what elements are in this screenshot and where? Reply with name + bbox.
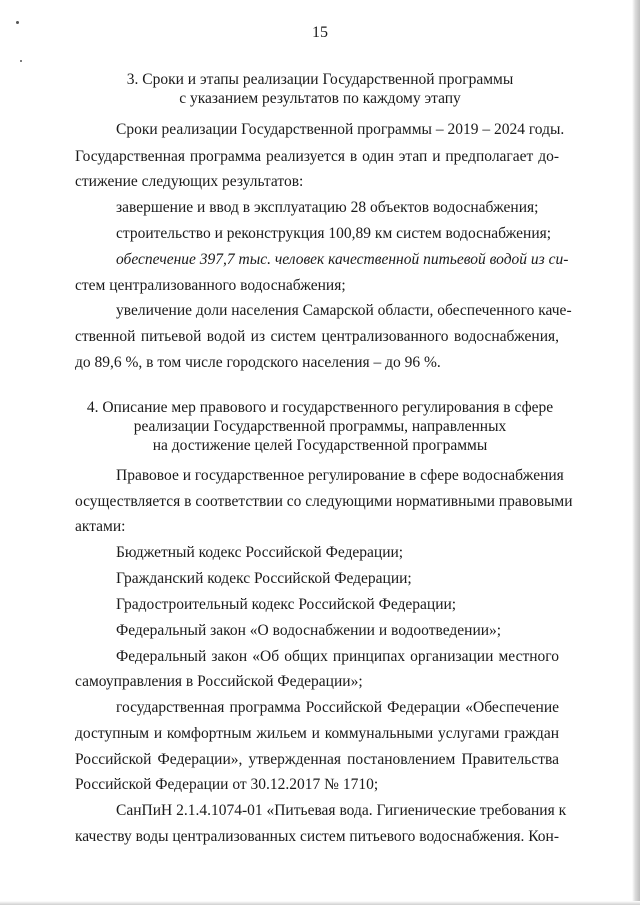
- section-4-heading-line-2: реализации Государственной программы, направленных: [133, 418, 507, 435]
- section-3-heading-line-1: 3. Сроки и этапы реализации Государственной программы: [126, 71, 514, 88]
- result-item-continuation: до 89,6 %, в том числе городского населения – до 96 %.: [75, 354, 441, 371]
- page-number: 15: [312, 24, 328, 41]
- result-item-continuation: ственной питьевой водой из систем централизованного водоснабжения,: [75, 328, 559, 345]
- legal-act-item: Бюджетный кодекс Российской Федерации;: [116, 544, 404, 561]
- paragraph-line: Сроки реализации Государственной программы – 2019 – 2024 годы.: [116, 121, 565, 138]
- legal-act-item-continuation: самоуправления в Российской Федерации»;: [75, 673, 363, 690]
- legal-act-item: Федеральный закон «Об общих принципах организации местного: [116, 648, 559, 665]
- paragraph-line: осуществляется в соответствии со следующими нормативными правовыми: [75, 493, 573, 510]
- paragraph-line: Государственная программа реализуется в один этап и предполагает до-: [75, 148, 559, 165]
- paragraph-line: актами:: [75, 518, 126, 535]
- legal-act-item: государственная программа Российской Федерации «Обеспечение: [116, 699, 559, 716]
- legal-act-item: Градостроительный кодекс Российской Федерации;: [116, 596, 457, 613]
- result-item: обеспечение 397,7 тыс. человек качественной питьевой водой из си-: [116, 251, 569, 268]
- legal-act-item: Федеральный закон «О водоснабжении и водоотведении»;: [116, 622, 502, 639]
- legal-act-item: Гражданский кодекс Российской Федерации;: [116, 570, 412, 587]
- paragraph-line: Правовое и государственное регулирование в сфере водоснабжения: [116, 467, 564, 484]
- result-item: увеличение доли населения Самарской области, обеспеченного каче-: [116, 302, 572, 319]
- legal-act-item: СанПиН 2.1.4.1074-01 «Питьевая вода. Гигиенические требования к: [116, 802, 567, 819]
- result-item-continuation: стем централизованного водоснабжения;: [75, 277, 346, 294]
- result-item: строительство и реконструкция 100,89 км систем водоснабжения;: [116, 225, 552, 242]
- scan-speck: [20, 60, 22, 62]
- legal-act-item-continuation: доступным и комфортным жильем и коммунальными услугами граждан: [75, 725, 559, 742]
- scan-bottom-shadow: [0, 901, 640, 905]
- section-4-heading-line-1: 4. Описание мер правового и государственного регулирования в сфере: [86, 399, 554, 416]
- section-4-heading-line-3: на достижение целей Государственной программы: [152, 437, 488, 454]
- section-3-heading-line-2: с указанием результатов по каждому этапу: [179, 90, 461, 107]
- legal-act-item-continuation: Российской Федерации от 30.12.2017 № 1710;: [75, 776, 379, 793]
- legal-act-item-continuation: Российской Федерации», утвержденная постановлением Правительства: [75, 751, 559, 768]
- legal-act-item-continuation: качеству воды централизованных систем питьевого водоснабжения. Кон-: [75, 828, 559, 845]
- paragraph-line: стижение следующих результатов:: [75, 173, 304, 190]
- scan-edge-shadow: [632, 0, 640, 905]
- result-item: завершение и ввод в эксплуатацию 28 объектов водоснабжения;: [116, 199, 539, 216]
